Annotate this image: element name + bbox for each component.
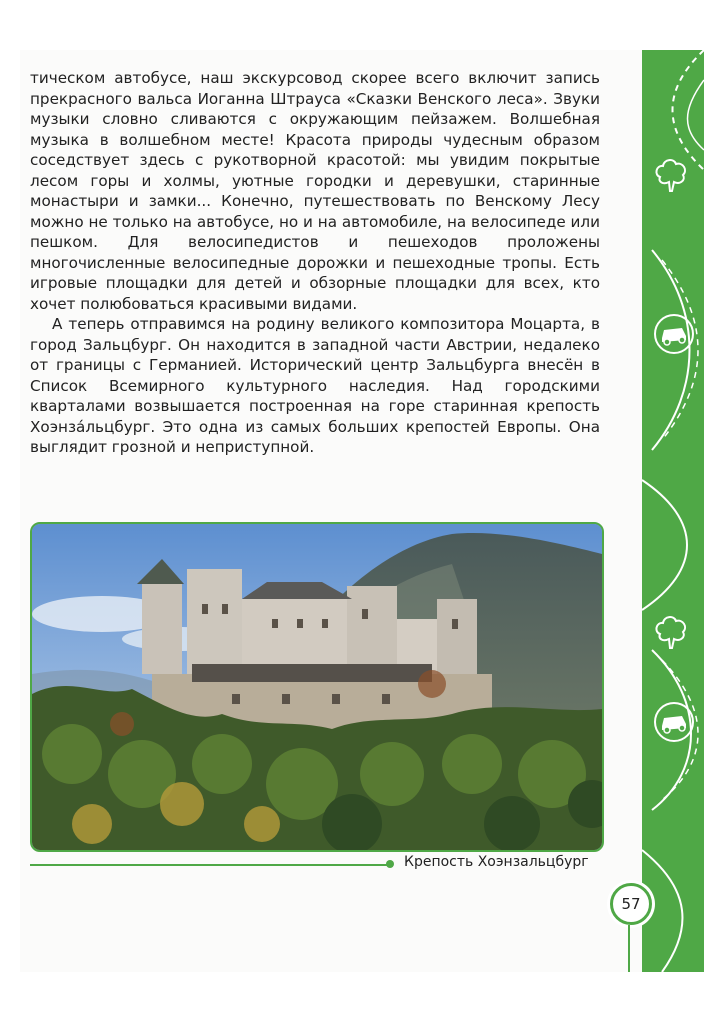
caption-bullet — [386, 860, 394, 868]
car-icon — [652, 700, 696, 744]
fortress-photo — [30, 522, 604, 852]
page-number-connector — [628, 925, 630, 972]
car-icon — [652, 312, 696, 356]
body-text — [30, 68, 600, 458]
decorative-side-strip — [642, 50, 704, 972]
caption-divider — [30, 864, 390, 866]
tree-icon — [652, 155, 692, 195]
paragraph: А теперь отправимся на родину великого композитора Моцарта, в город Зальцбург. Он находится в западной части Австрии, недалеко от границы с Германией. Исторический центр Зальцбурга внесён в Список Всемирного культурного наследия. Над городскими кварталами возвышается построенная на горе старинная крепость Хоэнзáльцбург. Это одна из самых больших крепостей Европы. Она выглядит грозной и неприступной. — [30, 315, 600, 456]
paragraph: тическом автобусе, наш экскурсовод скорее всего включит запись прекрасного вальса Иоганна Штрауса «Сказки Венского леса». Звуки музыки словно сливаются с окружающим пейзажем. Волшебная музыка в волшебном месте! Красота природы чудесным образом соседствует здесь с рукотворной красотой: мы увидим покрытые лесом горы и холмы, уютные городки и деревушки, старинные монастыри и замки... Конечно, путешествовать по Венскому Лесу можно не только на автобусе, но и на автомобиле, на велосипеде или пешком. Для велосипедистов и пешеходов проложены многочисленные велосипедные дорожки и пешеходные тропы. Есть игровые площадки для детей и обзорные площадки для всех, кто хочет полюбоваться красивыми видами. — [30, 69, 600, 313]
figure-caption: Крепость Хоэнзальцбург — [404, 854, 589, 870]
page-number: 57 — [621, 895, 641, 913]
tree-icon — [652, 612, 692, 652]
